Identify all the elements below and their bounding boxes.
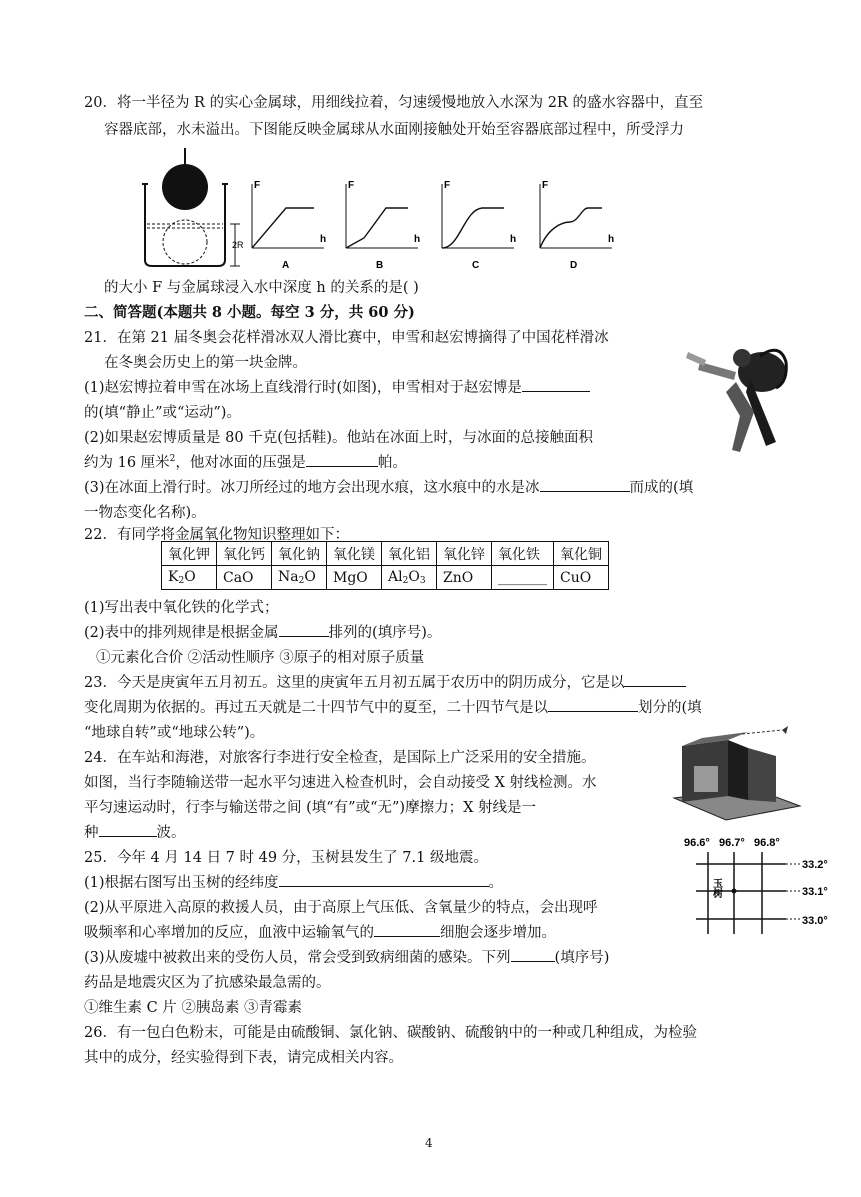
q25-blank-2[interactable] [374,922,440,937]
q23-line-2: 变化周期为依据的。再过五天就是二十四节气中的夏至，二十四节气是以 划分的(填 [84,696,702,717]
graph-a [252,180,326,270]
page-number: 4 [425,1136,433,1150]
q25-line-1: 25．今年 4 月 14 日 7 时 49 分，玉树县发生了 7.1 级地震。 [84,850,488,866]
q25-options: ①维生素 C 片 ②胰岛素 ③青霉素 [84,1000,303,1016]
yushu-grid-map [682,834,854,944]
lat-label-1: 33.2° [802,859,828,871]
formula-zno: ZnO [437,566,492,590]
lon-label-1: 96.6° [684,837,710,849]
formula-na2o: $Na_2O$ [272,566,327,590]
q24-line-4: 种 波。 [84,821,186,842]
graph-a-label: A [282,260,290,270]
q21-p3c: 一物态变化名称)。 [84,505,206,521]
q25-blank-1[interactable] [279,872,489,887]
metal-ball-top [162,164,208,210]
q20-line-2: 容器底部，水未溢出。下图能反映金属球从水面刚接触处开始至容器底部过程中，所受浮力 [104,122,684,138]
q25-p1: (1)根据右图写出玉树的经纬度 。 [84,871,503,892]
formula-k2o: $K_2O$ [162,566,217,590]
q21-p2a: (2)如果赵宏博质量是 80 千克(包括鞋)。他站在冰面上时，与冰面的总接触面积 [84,430,594,446]
section-2-title: 二、简答题(本题共 8 小题。每空 3 分，共 60 分) [84,304,415,321]
formula-mgo: MgO [327,566,382,590]
q26-line-2: 其中的成分，经实验得到下表，请完成相关内容。 [84,1050,403,1066]
q21-blank-2[interactable] [306,452,378,467]
svg-text:h: h [320,234,327,245]
q23-blank-2[interactable] [548,697,638,712]
yushu-point [732,889,737,894]
svg-text:h: h [414,234,421,245]
xray-machine-illustration [672,726,804,822]
beaker-2r-label: 2R [232,240,244,250]
q22-intro: 22．有同学将金属氧化物知识整理如下： [84,527,349,543]
q21-line-2: 在冬奥会历史上的第一块金牌。 [104,355,307,371]
svg-text:F: F [542,180,549,191]
oxide-formulas-row [162,566,609,590]
oxide-name: 氧化钠 [272,542,327,566]
svg-text:F: F [444,180,451,191]
formula-al2o3: $Al_2O_3$ [382,566,437,590]
q21-p1b: 的(填“静止”或“运动”)。 [84,405,241,421]
oxide-name: 氧化铝 [382,542,437,566]
q25-p3c: 药品是地震灾区为了抗感染最急需的。 [84,975,331,991]
q20-graphs [240,178,640,270]
oxide-name: 氧化铜 [554,542,609,566]
q21-line-1: 21．在第 21 届冬奥会花样滑冰双人滑比赛中，申雪和赵宏博摘得了中国花样滑冰 [84,330,609,346]
q22-p1: (1)写出表中氧化铁的化学式； [84,600,279,616]
graph-c-label: C [472,260,480,270]
q22-blank[interactable] [279,622,329,637]
svg-text:h: h [510,234,517,245]
q24-line-3: 平匀速运动时，行李与输送带之间 (填“有”或“无”)摩擦力；X 射线是一 [84,800,537,816]
q23-blank-1[interactable] [624,672,686,687]
metal-ball-bottom [163,220,207,264]
graph-b [346,180,420,270]
q23-line-3: “地球自转”或“地球公转”)。 [84,725,265,741]
q25-blank-3[interactable] [511,947,555,962]
q20-line-3: 的大小 F 与金属球浸入水中深度 h 的关系的是( ) [104,280,419,296]
graph-b-label: B [376,260,384,270]
lon-label-3: 96.8° [754,837,780,849]
formula-cuo: CuO [554,566,609,590]
oxide-name: 氧化镁 [327,542,382,566]
lat-label-3: 33.0° [802,915,828,927]
q24-line-2: 如图，当行李随输送带一起水平匀速进入检查机时，会自动接受 X 射线检测。水 [84,775,597,791]
q21-p3a: (3)在冰面上滑行时。冰刀所经过的地方会出现水痕，这水痕中的水是冰 而成的(填 [84,476,693,497]
q24-blank[interactable] [99,822,157,837]
q21-p1a: (1)赵宏博拉着申雪在冰场上直线滑行时(如图)，申雪相对于赵宏博是 [84,376,590,397]
svg-text:F: F [254,180,261,191]
graph-d [540,180,614,270]
formula-cao: CaO [217,566,272,590]
q25-p2b: 吸频率和心率增加的反应，血液中运输氧气的 细胞会逐步增加。 [84,921,556,942]
lon-label-2: 96.7° [719,837,745,849]
skating-photo [680,322,800,457]
q22-options: ①元素化合价 ②活动性顺序 ③原子的相对原子质量 [96,650,425,666]
q21-blank-1[interactable] [522,377,590,392]
graph-c [442,180,516,270]
q25-p2a: (2)从平原进入高原的救援人员，由于高原上气压低、含氧量少的特点，会出现呼 [84,900,598,916]
oxide-name: 氧化锌 [437,542,492,566]
yushu-label: 玉树 [710,878,722,898]
lat-label-2: 33.1° [802,886,828,898]
svg-text:F: F [348,180,355,191]
oxide-name: 氧化铁 [492,542,554,566]
q20-line-1: 20．将一半径为 R 的实心金属球，用细线拉着，匀速缓慢地放入水深为 2R 的盛水容器中，直至 [84,95,703,111]
graph-d-label: D [570,260,578,270]
q22-p2: (2)表中的排列规律是根据金属 排列的(填序号)。 [84,621,441,642]
q23-line-1: 23．今天是庚寅年五月初五。这里的庚寅年五月初五属于农历中的阴历成分，它是以 [84,671,686,692]
q24-line-1: 24．在车站和海港，对旅客行李进行安全检查，是国际上广泛采用的安全措施。 [84,750,596,766]
q21-blank-3[interactable] [540,477,630,492]
svg-text:h: h [608,234,615,245]
q26-line-1: 26．有一包白色粉末，可能是由硫酸铜、氯化钠、碳酸钠、硫酸钠中的一种或几种组成，为检验 [84,1025,697,1041]
oxide-name: 氧化钾 [162,542,217,566]
oxide-names-row [162,542,609,566]
oxide-table [161,541,609,590]
q21-p2b: 约为 16 厘米$^2$，他对冰面的压强是 帕。 [84,454,407,471]
oxide-name: 氧化钙 [217,542,272,566]
q25-p3a: (3)从废墟中被救出来的受伤人员，常会受到致病细菌的感染。下列 (填序号) [84,946,609,967]
formula-blank[interactable]: _______ [492,566,554,590]
